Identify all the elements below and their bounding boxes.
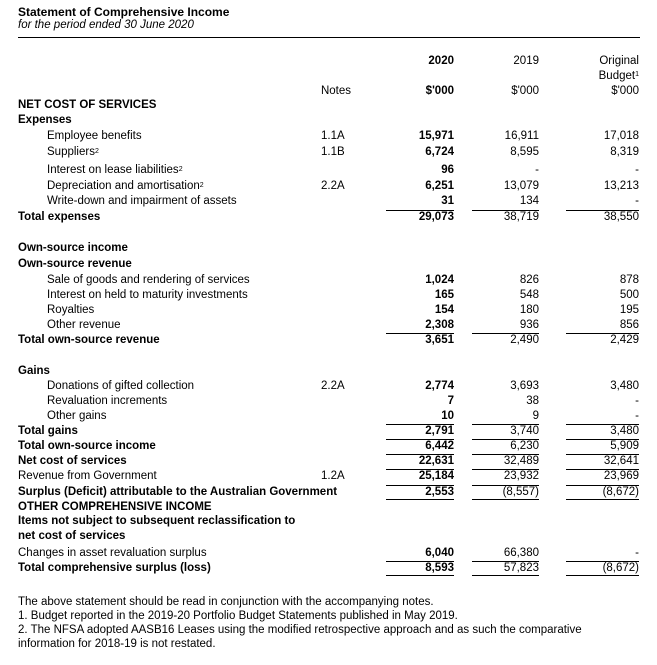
value-budget: -: [635, 410, 639, 422]
table-row: [0, 273, 657, 288]
value-budget: 878: [619, 274, 639, 286]
column-header-budget-line1: Original: [599, 55, 639, 67]
table-row: [0, 257, 657, 272]
value-2019: 2,490: [477, 333, 539, 348]
footnote-3: information for 2018-19 is not restated.: [18, 638, 216, 650]
row-label: Write-down and impairment of assets: [47, 195, 237, 207]
value-2020: 6,040: [425, 547, 454, 559]
value-2019: 936: [519, 319, 539, 331]
footnote-marker: 1: [635, 71, 639, 78]
value-budget: (8,672): [571, 485, 639, 500]
table-row: [0, 469, 657, 484]
value-budget: 3,480: [610, 380, 639, 392]
row-label: Interest on held to maturity investments: [47, 289, 248, 301]
row-label: Other gains: [47, 410, 107, 422]
value-2020: 1,024: [425, 274, 454, 286]
value-2020: 2,553: [391, 485, 454, 500]
footnote-marker: 2: [178, 166, 183, 173]
value-2020: 96: [441, 164, 454, 176]
row-label: Surplus (Deficit) attributable to the Australian Government: [18, 486, 338, 498]
header-top-rule: [18, 37, 640, 38]
value-2020: 10: [441, 410, 454, 422]
row-label: Suppliers$^2$: [47, 146, 99, 158]
value-2020: 22,631: [391, 454, 454, 469]
table-row: [0, 179, 657, 194]
value-2019: 548: [519, 289, 539, 301]
value-2019: 6,230: [477, 439, 539, 454]
table-row: [0, 529, 657, 544]
value-2020: 2,774: [425, 380, 454, 392]
value-2019: 826: [519, 274, 539, 286]
table-row: [0, 424, 657, 439]
value-budget: -: [635, 395, 639, 407]
row-label: Expenses: [18, 114, 72, 126]
table-row: [0, 241, 657, 256]
value-budget: 856: [619, 319, 639, 331]
value-budget: 38,550: [571, 210, 639, 225]
column-header-2020-unit: $'000: [425, 85, 454, 97]
column-header-2020: 2020: [428, 55, 454, 67]
row-label: Total expenses: [18, 211, 101, 223]
value-2020: 2,791: [391, 424, 454, 439]
table-row: [0, 163, 657, 178]
row-label: Changes in asset revaluation surplus: [18, 547, 207, 559]
value-2019: 8,595: [510, 146, 539, 158]
value-2020: 6,724: [425, 146, 454, 158]
value-2019: 16,911: [504, 130, 539, 142]
row-label: Sale of goods and rendering of services: [47, 274, 250, 286]
table-row: [0, 210, 657, 225]
value-2019: 38: [526, 395, 539, 407]
row-label: Other revenue: [47, 319, 121, 331]
value-budget: -: [635, 164, 639, 176]
value-2019: 66,380: [503, 547, 539, 559]
row-label: Own-source income: [18, 242, 128, 254]
column-header-2019-unit: $'000: [511, 85, 539, 97]
row-label: Employee benefits: [47, 130, 142, 142]
value-2020: 29,073: [391, 210, 454, 225]
row-label: Net cost of services: [18, 455, 127, 467]
value-budget: 8,319: [610, 146, 639, 158]
row-note: 2.2A: [321, 380, 345, 392]
value-2020: 7: [447, 395, 454, 407]
row-note: 1.2A: [321, 470, 345, 482]
row-label: Total own-source revenue: [18, 334, 160, 346]
row-label: Total own-source income: [18, 440, 156, 452]
value-2020: 8,593: [391, 561, 454, 576]
footnote-0: The above statement should be read in conjunction with the accompanying notes.: [18, 596, 434, 608]
row-label: OTHER COMPREHENSIVE INCOME: [18, 501, 212, 513]
value-budget: 32,641: [571, 454, 639, 469]
value-2020: 31: [441, 195, 454, 207]
footnote-1: 1. Budget reported in the 2019-20 Portfolio Budget Statements published in May 2019.: [18, 610, 458, 622]
value-2020: 3,651: [391, 333, 454, 348]
table-row: [0, 394, 657, 409]
column-header-notes: Notes: [320, 85, 351, 97]
value-2020: 15,971: [418, 130, 454, 142]
table-row: [0, 194, 657, 209]
value-2019: 3,740: [477, 424, 539, 439]
table-row: [0, 409, 657, 424]
value-budget: 195: [619, 304, 639, 316]
value-budget: -: [635, 195, 639, 207]
table-row: [0, 98, 657, 113]
row-label: Donations of gifted collection: [47, 380, 195, 392]
value-budget: 5,909: [571, 439, 639, 454]
row-label: Revaluation increments: [47, 395, 168, 407]
table-row: [0, 500, 657, 515]
value-2019: 23,932: [477, 469, 539, 484]
row-label: Gains: [18, 365, 50, 377]
table-row: [0, 318, 657, 333]
value-2020: 165: [434, 289, 454, 301]
value-2019: -: [535, 164, 539, 176]
row-label: Total comprehensive surplus (loss): [18, 562, 211, 574]
table-row: [0, 514, 657, 529]
value-2019: (8,557): [477, 485, 539, 500]
table-row: [0, 379, 657, 394]
row-label: Total gains: [18, 425, 78, 437]
table-row: [0, 454, 657, 469]
value-budget: 13,213: [603, 180, 639, 192]
footnote-2: 2. The NFSA adopted AASB16 Leases using the modified retrospective approach and as such the comparative: [18, 624, 582, 636]
row-label: Royalties: [47, 304, 95, 316]
value-2019: 57,823: [477, 561, 539, 576]
value-2020: 6,251: [425, 180, 454, 192]
value-budget: 500: [619, 289, 639, 301]
row-label: net cost of services: [18, 530, 126, 542]
table-row: [0, 485, 657, 500]
value-budget: 17,018: [603, 130, 639, 142]
table-row: [0, 364, 657, 379]
value-2019: 13,079: [503, 180, 539, 192]
value-2019: 9: [532, 410, 539, 422]
value-2019: 180: [519, 304, 539, 316]
value-budget: 3,480: [571, 424, 639, 439]
footnote-marker: 2: [94, 148, 99, 155]
value-budget: 23,969: [571, 469, 639, 484]
table-row: [0, 546, 657, 561]
row-label: Revenue from Government: [18, 470, 157, 482]
statement-subtitle: for the period ended 30 June 2020: [18, 19, 194, 31]
row-note: 2.2A: [321, 180, 345, 192]
row-label: Interest on lease liabilities$^2$: [47, 164, 183, 176]
statement-title: Statement of Comprehensive Income: [18, 5, 230, 19]
row-label: Own-source revenue: [18, 258, 132, 270]
table-row: [0, 113, 657, 128]
value-2020: 6,442: [391, 439, 454, 454]
value-2019: 3,693: [510, 380, 539, 392]
table-row: [0, 145, 657, 160]
row-label: NET COST OF SERVICES: [18, 99, 157, 111]
value-2019: 134: [519, 195, 539, 207]
value-budget: (8,672): [571, 561, 639, 576]
table-row: [0, 333, 657, 348]
table-row: [0, 129, 657, 144]
value-budget: 2,429: [571, 333, 639, 348]
table-row: [0, 439, 657, 454]
table-row: [0, 561, 657, 576]
column-header-budget-unit: $'000: [611, 85, 639, 97]
value-2020: 2,308: [425, 319, 454, 331]
row-note: 1.1B: [321, 146, 345, 158]
row-label: Items not subject to subsequent reclassification to: [18, 515, 296, 527]
row-label: Depreciation and amortisation$^2$: [47, 180, 204, 192]
footnote-marker: 2: [199, 182, 204, 189]
value-budget: -: [635, 547, 639, 559]
value-2019: 32,489: [477, 454, 539, 469]
value-2020: 25,184: [391, 469, 454, 484]
column-header-2019: 2019: [513, 55, 539, 67]
value-2019: 38,719: [477, 210, 539, 225]
value-2020: 154: [434, 304, 454, 316]
table-row: [0, 303, 657, 318]
table-row: [0, 288, 657, 303]
row-note: 1.1A: [321, 130, 345, 142]
column-header-budget-line2: Budget$^1$: [598, 70, 639, 82]
